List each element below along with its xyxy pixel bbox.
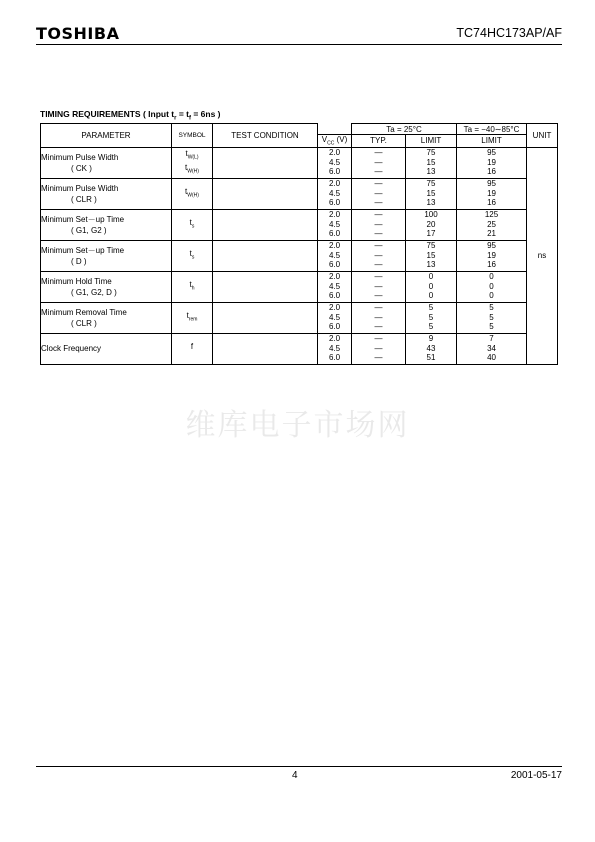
value: 6.0	[328, 229, 341, 239]
limit-25-cell	[406, 333, 457, 364]
parameter-qualifier: ( G1, G2, D )	[71, 287, 117, 297]
typ-cell	[352, 240, 406, 271]
symbol-cell	[172, 271, 213, 302]
value: 95	[487, 148, 496, 158]
typ-cell	[352, 302, 406, 333]
typ-cell	[352, 333, 406, 364]
value: 16	[487, 260, 496, 270]
symbol: $t_{W(H)}$	[185, 186, 199, 199]
value: 0	[428, 281, 434, 291]
value: 5	[489, 312, 494, 322]
parameter-name: Minimum Pulse Width	[41, 183, 119, 193]
table-row	[41, 209, 558, 240]
value: ―	[374, 210, 383, 220]
test-condition-cell	[213, 271, 318, 302]
parameter-cell	[41, 147, 172, 178]
header-ta-range: Ta = −40∼85°C	[457, 124, 527, 135]
value: 4.5	[328, 250, 341, 260]
value: 4.5	[328, 188, 341, 198]
value: 25	[487, 219, 496, 229]
value: ―	[374, 281, 383, 291]
unit-cell: ns	[527, 147, 558, 364]
value: ―	[374, 157, 383, 167]
value: 17	[426, 229, 436, 239]
value: ―	[374, 229, 383, 239]
value: ―	[374, 343, 383, 353]
parameter-qualifier: ( G1, G2 )	[71, 225, 107, 235]
header-unit: UNIT	[527, 124, 558, 148]
test-condition-cell	[213, 178, 318, 209]
symbol: $t_h$	[189, 279, 195, 292]
limit-range-cell	[457, 209, 527, 240]
parameter-name: Minimum Set－up Time	[41, 214, 125, 224]
parameter-cell	[41, 178, 172, 209]
part-number: TC74HC173AP/AF	[456, 26, 562, 40]
brand-logo: TOSHIBA	[36, 24, 120, 43]
header-limit-range: LIMIT	[457, 135, 527, 148]
symbol: $t_{W(L)}$	[185, 149, 199, 161]
table-row	[41, 178, 558, 209]
value: 15	[426, 188, 436, 198]
value: 6.0	[328, 291, 341, 301]
test-condition-cell	[213, 147, 318, 178]
value: 95	[487, 241, 496, 251]
value: 40	[487, 353, 496, 363]
value: 6.0	[328, 322, 341, 332]
value: 4.5	[328, 312, 341, 322]
vcc-cell	[318, 240, 352, 271]
value: 100	[424, 210, 438, 220]
value: 13	[426, 198, 436, 208]
value: 15	[426, 157, 436, 167]
header-limit-25: LIMIT	[406, 135, 457, 148]
test-condition-cell	[213, 209, 318, 240]
value: 95	[487, 179, 496, 189]
symbol: $t_{W(H)}$	[185, 162, 199, 175]
table-row	[41, 333, 558, 364]
value: ―	[374, 179, 383, 189]
value: 5	[428, 322, 434, 332]
limit-range-cell	[457, 302, 527, 333]
value: 0	[489, 291, 494, 301]
parameter-cell	[41, 302, 172, 333]
value: 4.5	[328, 157, 341, 167]
header-vcc: $V_{CC}$ (V)	[318, 135, 352, 148]
page-number: 4	[292, 770, 298, 781]
limit-range-cell	[457, 271, 527, 302]
value: 7	[489, 334, 494, 344]
watermark: 维库电子市场网	[185, 408, 410, 443]
value: 2.0	[328, 334, 341, 344]
value: 19	[487, 250, 496, 260]
header-vcc-blank	[318, 124, 352, 135]
value: ―	[374, 312, 383, 322]
vcc-cell	[318, 271, 352, 302]
document-date: 2001-05-17	[510, 770, 562, 781]
value: ―	[374, 219, 383, 229]
symbol-cell	[172, 147, 213, 178]
value: 5	[489, 303, 494, 313]
value: 4.5	[328, 281, 341, 291]
value: 9	[428, 334, 434, 344]
value: ―	[374, 241, 383, 251]
symbol-cell	[172, 333, 213, 364]
value: 2.0	[328, 241, 341, 251]
value: 21	[487, 229, 496, 239]
value: 16	[487, 167, 496, 177]
header-test-condition: TEST CONDITION	[213, 124, 318, 148]
limit-25-cell	[406, 271, 457, 302]
limit-range-cell	[457, 147, 527, 178]
value: 125	[484, 210, 499, 220]
value: 0	[489, 281, 494, 291]
value: 75	[426, 148, 436, 158]
symbol-cell	[172, 240, 213, 271]
value: 19	[487, 188, 496, 198]
vcc-cell	[318, 333, 352, 364]
value: 16	[487, 198, 496, 208]
value: ―	[374, 198, 383, 208]
value: ―	[374, 272, 383, 282]
table-row	[41, 240, 558, 271]
value: 5	[428, 312, 434, 322]
header-divider	[36, 44, 562, 45]
value: 75	[426, 179, 436, 189]
vcc-cell	[318, 147, 352, 178]
limit-range-cell	[457, 240, 527, 271]
test-condition-cell	[213, 240, 318, 271]
timing-requirements-table	[40, 123, 558, 365]
typ-cell	[352, 178, 406, 209]
parameter-name: Minimum Hold Time	[41, 276, 112, 286]
parameter-cell	[41, 240, 172, 271]
value: ―	[374, 334, 383, 344]
value: 2.0	[328, 210, 341, 220]
symbol-cell	[172, 178, 213, 209]
value: 6.0	[328, 198, 341, 208]
section-title: TIMING REQUIREMENTS ( Input $t_r = t_f = 6ns$ )	[40, 109, 221, 122]
value: 5	[489, 322, 494, 332]
parameter-qualifier: ( D )	[71, 256, 87, 266]
footer-divider	[36, 766, 562, 767]
value: ―	[374, 167, 383, 177]
table-row	[41, 271, 558, 302]
value: 2.0	[328, 148, 341, 158]
vcc-cell	[318, 178, 352, 209]
value: ―	[374, 322, 383, 332]
value: 51	[426, 353, 436, 363]
value: ―	[374, 260, 383, 270]
symbol-cell	[172, 302, 213, 333]
value: 43	[426, 343, 436, 353]
symbol-cell	[172, 209, 213, 240]
value: 5	[428, 303, 434, 313]
limit-25-cell	[406, 178, 457, 209]
value: 6.0	[328, 260, 341, 270]
vcc-cell	[318, 302, 352, 333]
value: 19	[487, 157, 496, 167]
value: ―	[374, 291, 383, 301]
header-symbol: SYMBOL	[172, 124, 213, 148]
symbol: f	[190, 341, 194, 351]
limit-25-cell	[406, 209, 457, 240]
header-ta-25: Ta = 25°C	[352, 124, 457, 135]
limit-25-cell	[406, 147, 457, 178]
value: 20	[426, 219, 436, 229]
parameter-cell	[41, 271, 172, 302]
parameter-qualifier: ( CLR )	[71, 318, 97, 328]
value: ―	[374, 250, 383, 260]
value: 2.0	[328, 179, 341, 189]
parameter-cell	[41, 209, 172, 240]
symbol: $t_s$	[189, 248, 195, 261]
value: 75	[426, 241, 436, 251]
parameter-name: Clock Frequency	[41, 344, 102, 354]
value: 0	[428, 291, 434, 301]
limit-range-cell	[457, 333, 527, 364]
value: 34	[487, 343, 496, 353]
value: 13	[426, 260, 436, 270]
limit-25-cell	[406, 240, 457, 271]
value: 15	[426, 250, 436, 260]
header-typ: TYP.	[352, 135, 406, 148]
value: ―	[374, 353, 383, 363]
value: 2.0	[328, 272, 341, 282]
table-row	[41, 302, 558, 333]
limit-25-cell	[406, 302, 457, 333]
test-condition-cell	[213, 333, 318, 364]
typ-cell	[352, 271, 406, 302]
limit-range-cell	[457, 178, 527, 209]
value: 6.0	[328, 167, 341, 177]
parameter-cell	[41, 333, 172, 364]
test-condition-cell	[213, 302, 318, 333]
header-parameter: PARAMETER	[41, 124, 172, 148]
parameter-name: Minimum Pulse Width	[41, 152, 119, 162]
vcc-cell	[318, 209, 352, 240]
parameter-qualifier: ( CK )	[71, 163, 92, 173]
typ-cell	[352, 209, 406, 240]
parameter-qualifier: ( CLR )	[71, 194, 97, 204]
symbol: $t_s$	[189, 217, 195, 230]
parameter-name: Minimum Removal Time	[41, 307, 127, 317]
typ-cell	[352, 147, 406, 178]
parameter-name: Minimum Set－up Time	[41, 245, 125, 255]
table-row	[41, 147, 558, 178]
value: ―	[374, 303, 383, 313]
value: 2.0	[328, 303, 341, 313]
value: 0	[489, 272, 494, 282]
value: 4.5	[328, 343, 341, 353]
symbol: $t_{rem}$	[186, 310, 198, 323]
value: 13	[426, 167, 436, 177]
value: 0	[428, 272, 434, 282]
value: ―	[374, 148, 383, 158]
value: ―	[374, 188, 383, 198]
value: 4.5	[328, 219, 341, 229]
value: 6.0	[328, 353, 341, 363]
